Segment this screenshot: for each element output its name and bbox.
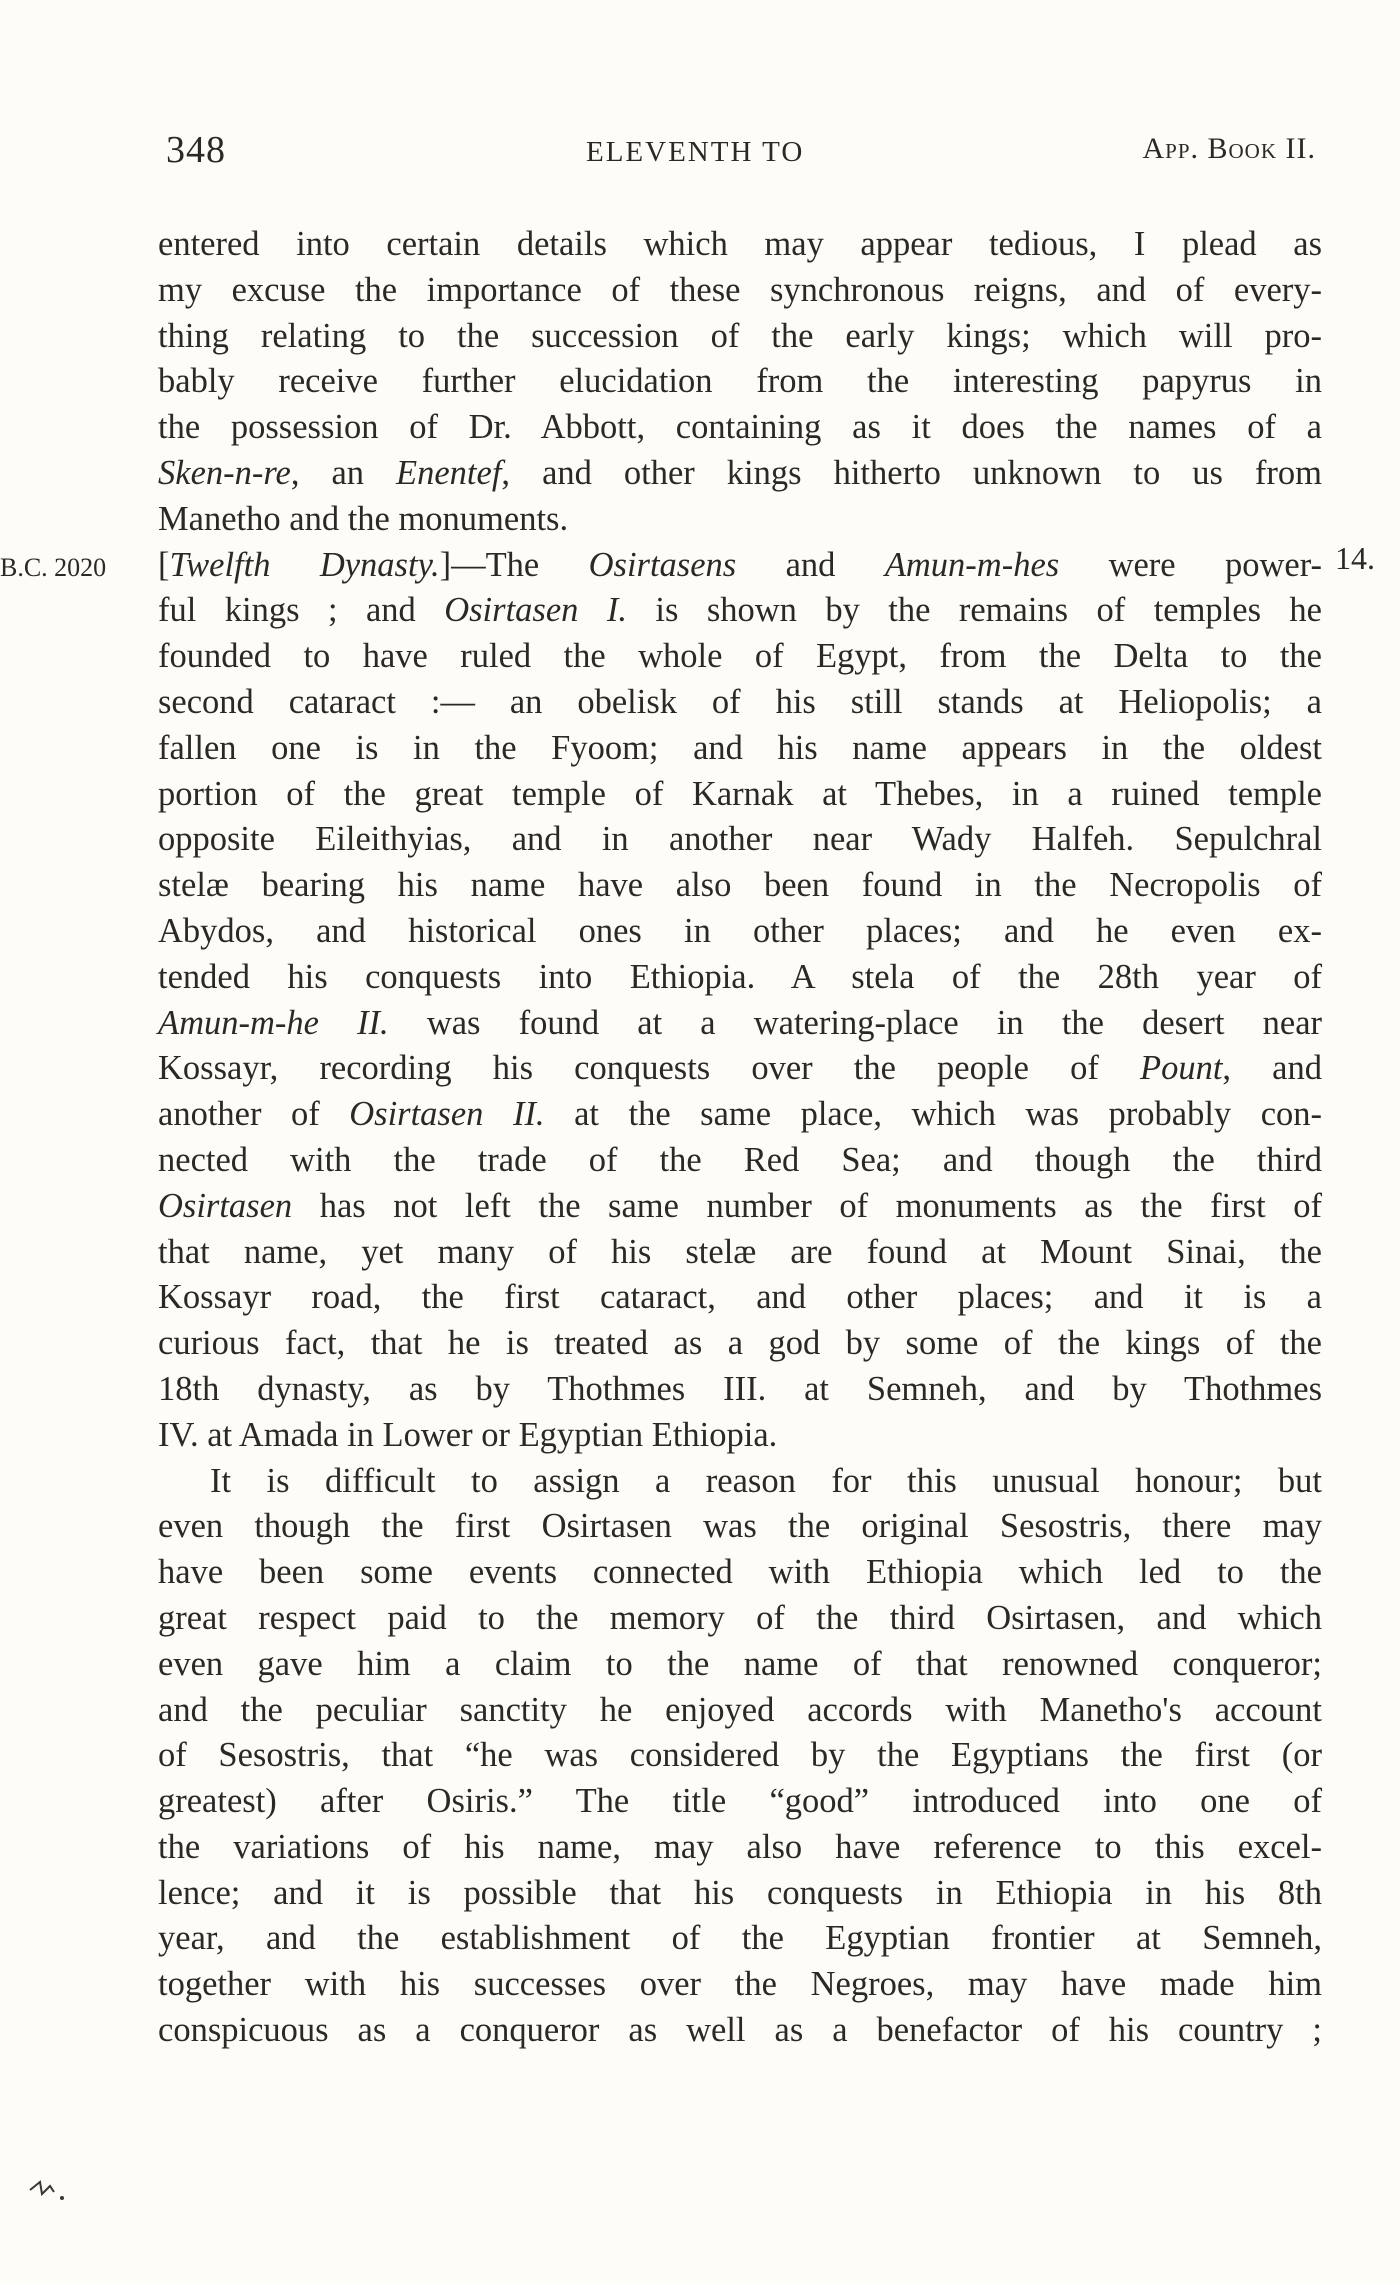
text-run: Kossayr road, the first cataract, and other places; and it is a (158, 1278, 1322, 1317)
text-run: , and other kings hitherto unknown to us from (501, 453, 1322, 492)
text-line (158, 772, 1322, 818)
italic-run: Amun-m-he II. (158, 1003, 389, 1042)
page-number: 348 (166, 129, 226, 171)
text-line (158, 726, 1322, 772)
text-line (158, 1550, 1322, 1596)
text-line (158, 268, 1322, 314)
text-run: at the same place, which was probably con- (544, 1095, 1322, 1134)
text-line (158, 1688, 1322, 1734)
text-run: have been some events connected with Ethiopia which led to the (158, 1553, 1322, 1592)
text-line (158, 1092, 1322, 1138)
text-run: IV. at Amada in Lower or Egyptian Ethiopia. (158, 1415, 778, 1454)
text-run: conspicuous as a conqueror as well as a benefactor of his country ; (158, 2011, 1322, 2050)
italic-run: Osirtasens (588, 545, 737, 584)
margin-date-note: B.C. 2020 (0, 553, 107, 582)
text-line (158, 222, 1322, 268)
text-run: the variations of his name, may also have reference to this excel- (158, 1827, 1322, 1866)
text-line (158, 543, 1322, 589)
text-run: great respect paid to the memory of the third Osirtasen, and which (158, 1598, 1322, 1637)
text-line (158, 1962, 1322, 2008)
text-run: , and (1222, 1049, 1322, 1088)
text-line (158, 1138, 1322, 1184)
text-run: was found at a watering-place in the desert near (388, 1003, 1322, 1042)
text-line (158, 1230, 1322, 1276)
text-run: year, and the establishment of the Egyptian frontier at Semneh, (158, 1919, 1322, 1958)
text-line (158, 863, 1322, 909)
text-line (158, 1871, 1322, 1917)
text-line (158, 451, 1322, 497)
text-line (158, 1504, 1322, 1550)
text-run: entered into certain details which may appear tedious, I plead as (158, 225, 1322, 263)
italic-run: Twelfth Dynasty. (169, 545, 440, 584)
text-run: lence; and it is possible that his conquests in Ethiopia in his 8th (158, 1873, 1322, 1912)
text-run: founded to have ruled the whole of Egypt, from the Delta to the (158, 637, 1322, 676)
text-run: portion of the great temple of Karnak at Thebes, in a ruined temple (158, 774, 1322, 813)
page-header (166, 128, 1316, 178)
text-run: Abydos, and historical ones in other places; and he even ex- (158, 911, 1322, 950)
text-run: another of (158, 1095, 350, 1134)
text-line (158, 1916, 1322, 1962)
text-line (158, 1779, 1322, 1825)
text-line (158, 1733, 1322, 1779)
text-line (158, 588, 1322, 634)
text-line (158, 1459, 1322, 1505)
text-run: It is difficult to assign a reason for this unusual honour; but (210, 1461, 1322, 1500)
text-run: greatest) after Osiris.” The title “good” introduced into one of (158, 1782, 1322, 1821)
text-run: , an (290, 453, 397, 492)
text-run: thing relating to the succession of the early kings; which will pro- (158, 316, 1322, 355)
text-line (158, 1046, 1322, 1092)
text-line (158, 1184, 1322, 1230)
text-line (158, 1275, 1322, 1321)
italic-run: Enentef (396, 453, 502, 492)
text-run: fallen one is in the Fyoom; and his name appears in the oldest (158, 728, 1322, 767)
text-line (158, 497, 1322, 543)
text-run: curious fact, that he is treated as a god by some of the kings of the (158, 1324, 1322, 1363)
text-line (158, 680, 1322, 726)
text-run: nected with the trade of the Red Sea; and though the third (158, 1140, 1322, 1179)
text-line (158, 955, 1322, 1001)
body-text (158, 222, 1322, 2054)
text-run: 18th dynasty, as by Thothmes III. at Semneh, and by Thothmes (158, 1369, 1322, 1408)
text-run: were power- (1059, 545, 1322, 584)
text-run: tended his conquests into Ethiopia. A stela of the 28th year of (158, 957, 1322, 996)
italic-run: Sken-n-re (158, 453, 291, 492)
italic-run: Osirtasen II. (349, 1095, 545, 1134)
italic-run: Amun-m-hes (884, 545, 1060, 584)
text-run: stelæ bearing his name have also been found in the Necropolis of (158, 866, 1322, 905)
text-run: [ (158, 545, 170, 584)
text-run: bably receive further elucidation from the interesting papyrus in (158, 362, 1322, 401)
text-line (158, 634, 1322, 680)
text-line (158, 1642, 1322, 1688)
text-run: and the peculiar sanctity he enjoyed accords with Manetho's account (158, 1690, 1322, 1729)
text-run: has not left the same number of monuments as the first of (292, 1186, 1322, 1225)
text-run: the possession of Dr. Abbott, containing as it does the names of a (158, 408, 1322, 447)
text-run: even though the first Osirtasen was the original Sesostris, there may (158, 1507, 1322, 1546)
text-run: ful kings ; and (158, 591, 445, 630)
text-line (158, 1413, 1322, 1459)
text-line (158, 359, 1322, 405)
text-run: even gave him a claim to the name of that renowned conqueror; (158, 1644, 1322, 1683)
running-section: App. Book II. (1142, 132, 1316, 165)
text-run: my excuse the importance of these synchronous reigns, and of every- (158, 270, 1322, 309)
text-line (158, 405, 1322, 451)
text-run: that name, yet many of his stelæ are found at Mount Sinai, the (158, 1232, 1322, 1271)
text-line (158, 1321, 1322, 1367)
text-run: Kossayr, recording his conquests over the people of (158, 1049, 1140, 1088)
text-line (158, 1596, 1322, 1642)
text-line (158, 1001, 1322, 1047)
text-line (158, 817, 1322, 863)
text-run: and (736, 545, 885, 584)
text-line (158, 1825, 1322, 1871)
text-run: ]—The (439, 545, 589, 584)
running-title: ELEVENTH TO (586, 136, 805, 168)
text-line (158, 1367, 1322, 1413)
text-line (158, 909, 1322, 955)
text-line (158, 2008, 1322, 2054)
text-run: second cataract :— an obelisk of his still stands at Heliopolis; a (158, 682, 1322, 721)
text-run: together with his successes over the Negroes, may have made him (158, 1965, 1322, 2004)
text-line (158, 314, 1322, 360)
text-run: opposite Eileithyias, and in another near Wady Halfeh. Sepulchral (158, 820, 1322, 859)
margin-section-number: 14. (1335, 540, 1375, 576)
text-run: of Sesostris, that “he was considered by the Egyptians the first (or (158, 1736, 1322, 1775)
italic-run: Osirtasen I. (444, 591, 627, 630)
ink-mark (28, 2172, 70, 2202)
text-run: Manetho and the monuments. (158, 499, 569, 538)
text-run: is shown by the remains of temples he (626, 591, 1322, 630)
italic-run: Osirtasen (158, 1186, 293, 1225)
italic-run: Pount (1140, 1049, 1223, 1088)
